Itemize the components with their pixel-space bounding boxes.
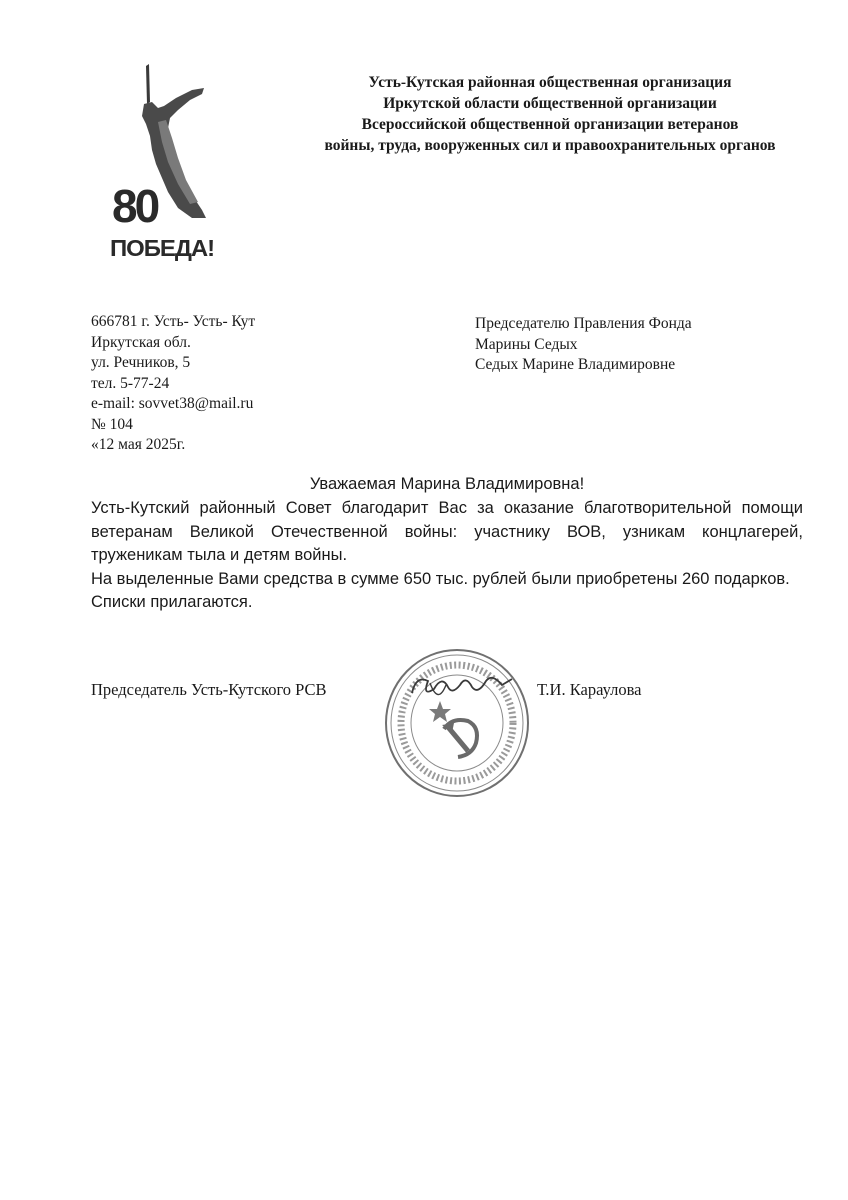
signature-name: Т.И. Караулова xyxy=(537,680,642,699)
sender-region: Иркутская обл. xyxy=(91,333,191,351)
header-line: войны, труда, вооруженных сил и правоохранительных органов xyxy=(324,137,776,154)
official-seal-stamp xyxy=(382,645,532,800)
recipient-block xyxy=(475,314,815,376)
recipient-line: Марины Седых xyxy=(475,335,578,353)
body-paragraph: Усть-Кутский районный Совет благодарит Вас за оказание благотворительной помощи ветеранам Великой Отечественной войны: участнику ВОВ, узникам концлагерей, труженикам тыла и детям войны. xyxy=(91,499,803,564)
seal-icon xyxy=(382,645,532,800)
recipient-line: Седых Марине Владимировне xyxy=(475,356,676,373)
body-paragraph: Списки прилагаются. xyxy=(91,593,253,611)
logo-caption: ПОБЕДА! xyxy=(110,235,214,261)
sender-street: ул. Речников, 5 xyxy=(91,354,191,371)
body-paragraph: На выделенные Вами средства в сумме 650 тыс. рублей были приобретены 260 подарков. xyxy=(91,569,790,588)
header-line: Всероссийской общественной организации ветеранов xyxy=(361,116,739,133)
victory-80-logo xyxy=(106,62,218,262)
header-line: Усть-Кутская районная общественная организация xyxy=(368,74,732,91)
logo-number: 80 xyxy=(112,180,158,232)
sender-email: e-mail: sovvet38@mail.ru xyxy=(91,395,254,412)
motherland-calls-icon xyxy=(106,62,218,262)
signature-title: Председатель Усть-Кутского РСВ xyxy=(91,680,327,699)
letter-body xyxy=(91,497,803,615)
organization-header xyxy=(280,72,820,156)
letter-number: № 104 xyxy=(91,415,133,433)
letter-greeting: Уважаемая Марина Владимировна! xyxy=(309,475,585,493)
recipient-line: Председателю Правления Фонда xyxy=(475,315,692,332)
sender-phone: тел. 5-77-24 xyxy=(91,374,170,392)
letter-date: «12 мая 2025г. xyxy=(91,436,186,453)
sender-postal-address: 666781 г. Усть- Усть- Кут xyxy=(91,313,256,330)
header-line: Иркутской области общественной организации xyxy=(383,95,717,112)
sender-address-block xyxy=(91,312,351,456)
